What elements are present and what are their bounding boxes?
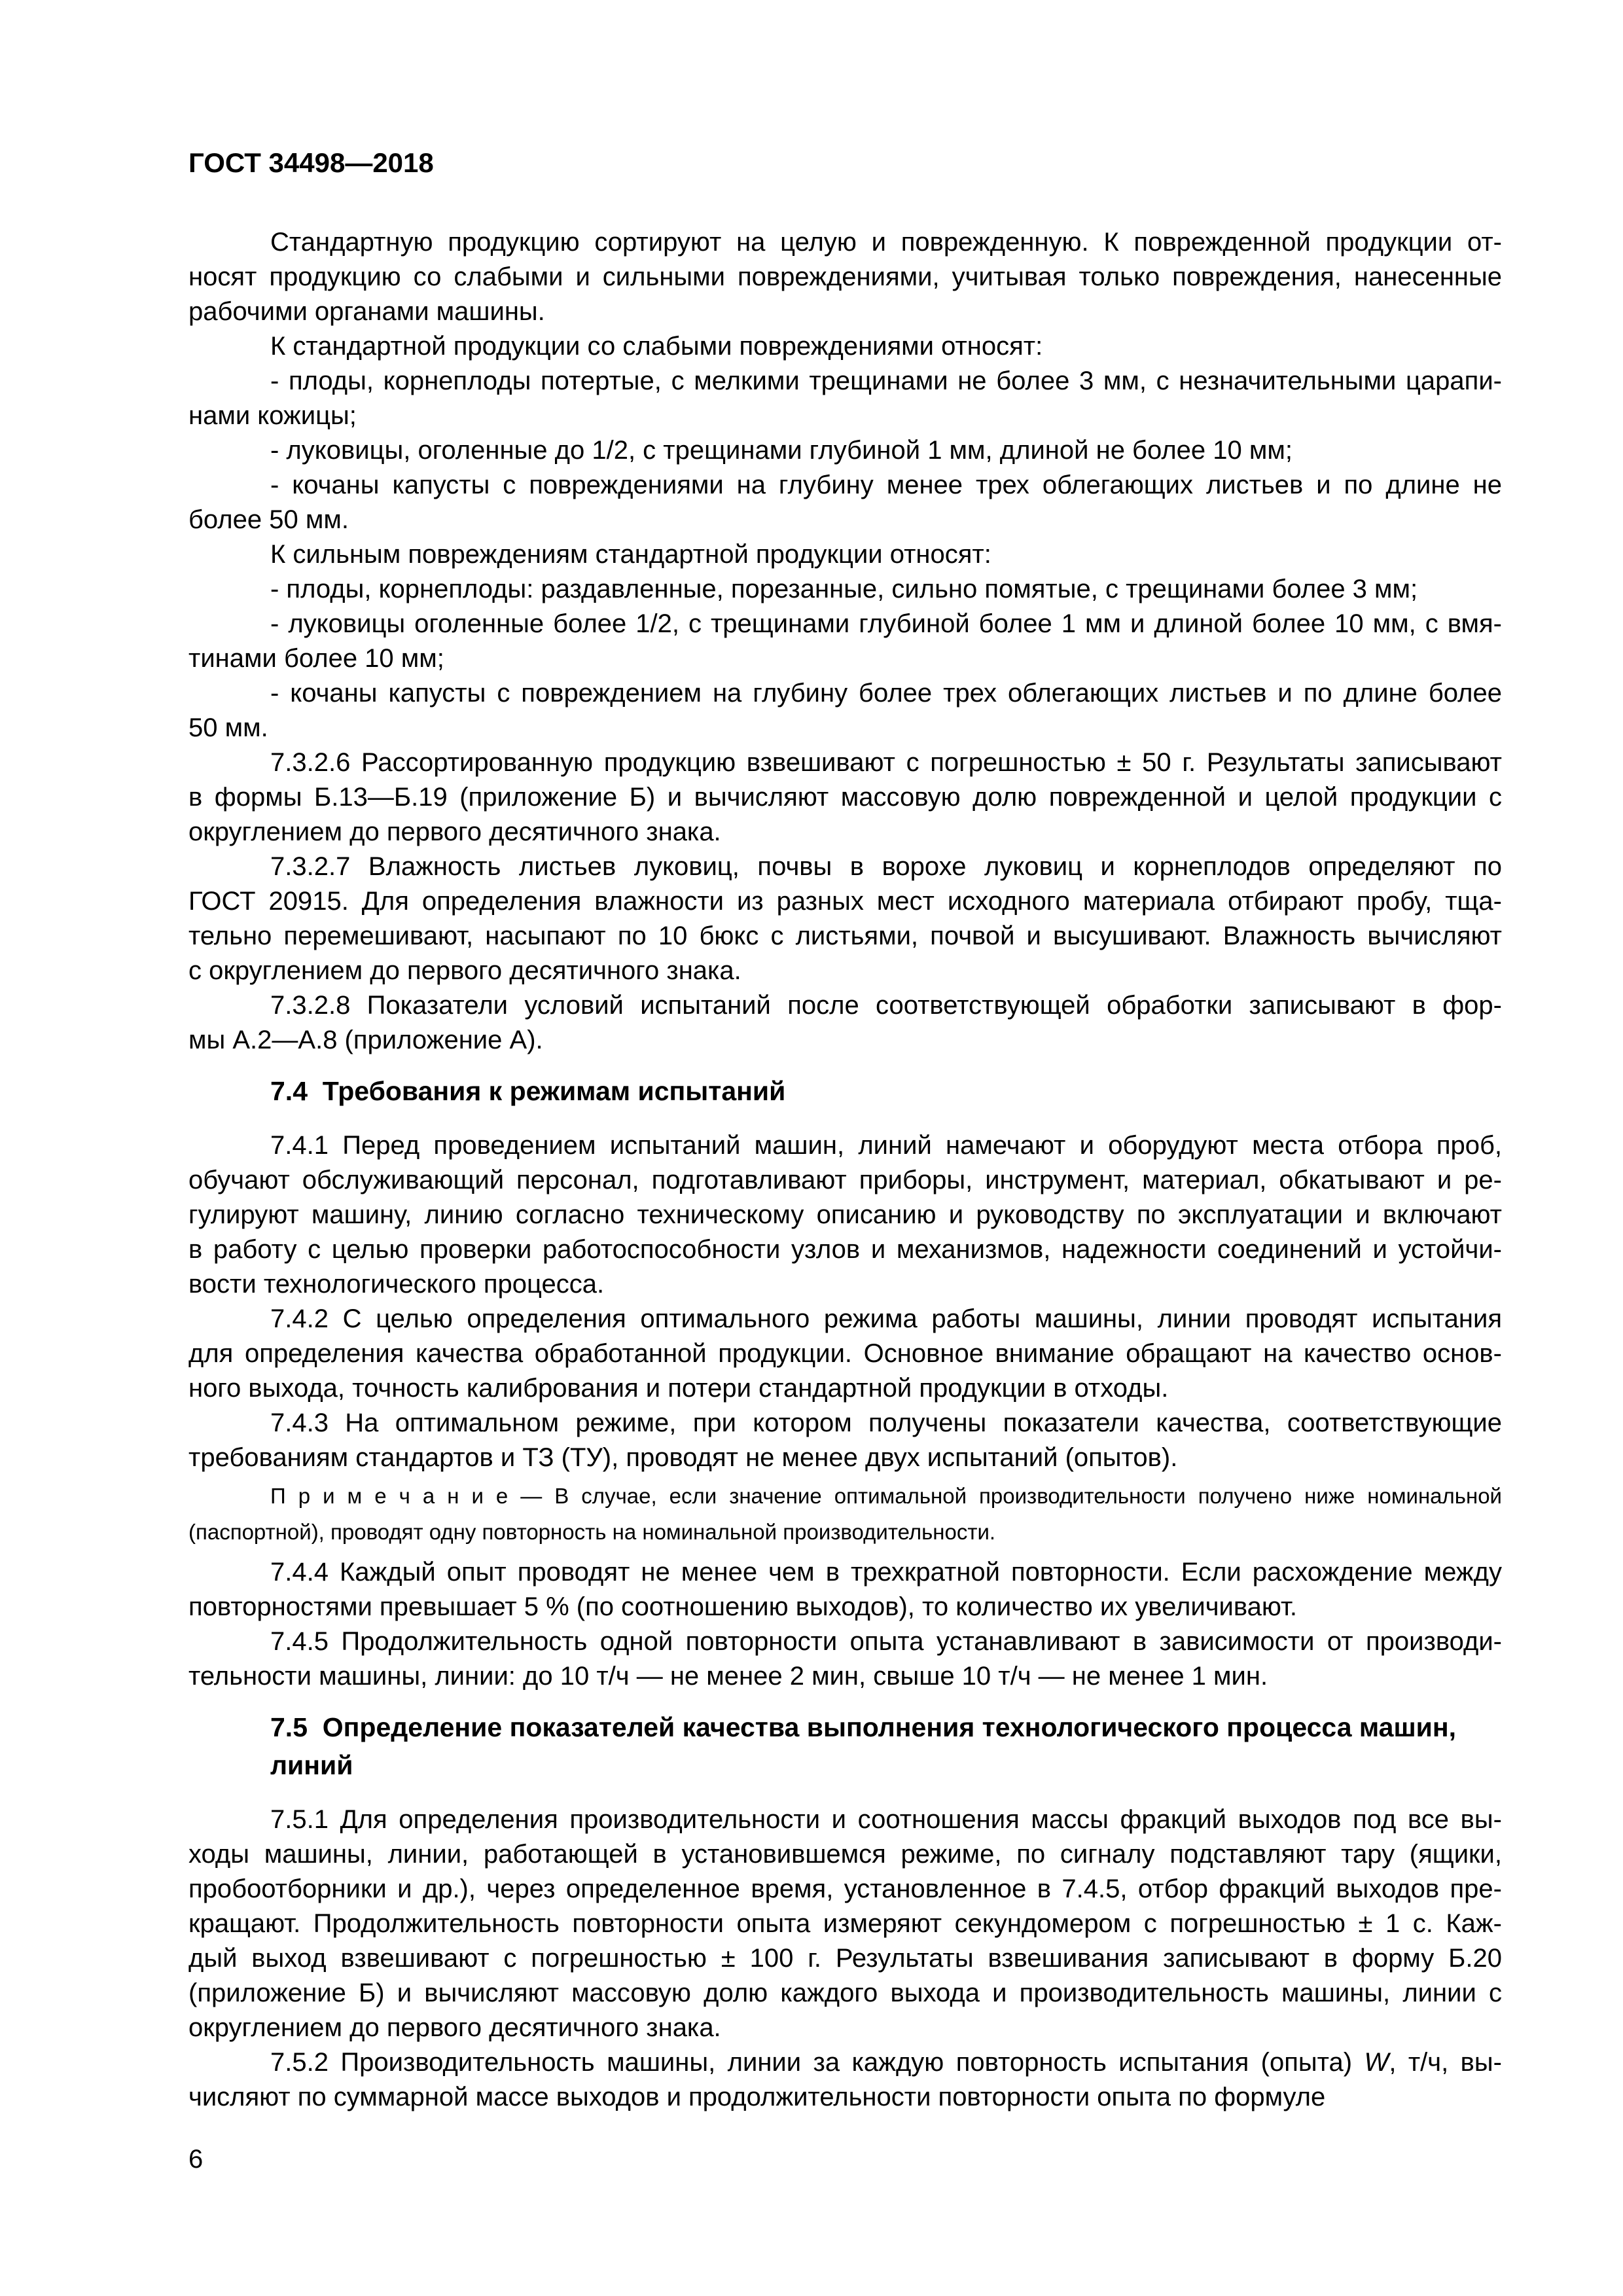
text-line: ного выхода, точность калибрования и потери стандартной продукции в отходы. [188,1374,1169,1403]
text-line: рабочими органами машины. [188,297,545,326]
text-line: ГОСТ 20915. Для определения влажности из разных мест исходного материала отбирают пробу, тща- [188,887,1502,916]
text-line: - плоды, корнеплоды потертые, с мелкими трещинами не более 3 мм, с незначительными царапи- [270,367,1502,395]
text-line: требованиям стандартов и ТЗ (ТУ), проводят не менее двух испытаний (опытов). [188,1443,1178,1472]
text-segment: 7.5.2 Производительность машины, линии за каждую повторность испытания (опыта) [270,2048,1364,2077]
text-line: гулируют машину, линию согласно техническому описанию и руководству по эксплуатации и включают [188,1200,1502,1229]
text-line: 50 мм. [188,713,268,742]
text-line: (приложение Б) и вычисляют массовую долю каждого выхода и производительность машины, линии с [188,1979,1502,2007]
text-line: мы А.2—А.8 (приложение А). [188,1026,543,1054]
text-line: пробоотборники и др.), через определенное время, установленное в 7.4.5, отбор фракций выходов пре- [188,1874,1502,1903]
text-line: 7.4.1 Перед проведением испытаний машин, линий намечают и оборудуют места отбора проб, [270,1131,1502,1160]
text-line: в формы Б.13—Б.19 (приложение Б) и вычисляют массовую долю поврежденной и целой продукции с [188,783,1502,812]
section-heading [270,1708,1502,1784]
paragraph-block [188,1406,1502,1475]
text-line: - луковицы, оголенные до 1/2, с трещинами глубиной 1 мм, длиной не более 10 мм; [270,436,1293,465]
section-heading [270,1072,1502,1110]
text-line: числяют по суммарной массе выходов и продолжительности повторности опыта по формуле [188,2083,1326,2111]
text-line: ходы машины, линии, работающей в установившемся режиме, по сигналу подставляют тару (ящики, [188,1840,1502,1869]
paragraph-block [188,988,1502,1058]
text-line: К сильным повреждениям стандартной продукции относят: [270,540,991,569]
paragraph-block [188,745,1502,850]
text-segment: , т/ч, вы- [1389,2048,1503,2077]
text-line: тельности машины, линии: до 10 т/ч — не менее 2 мин, свыше 10 т/ч — не менее 1 мин. [188,1662,1268,1691]
text-line: - луковицы оголенные более 1/2, с трещинами глубиной более 1 мм и длиной более 10 мм, с вмя- [270,609,1502,638]
text-line: - кочаны капусты с повреждением на глубину более трех облегающих листьев и по длине более [270,679,1502,708]
text-line: (паспортной), проводят одну повторность на номинальной производительности. [188,1520,996,1544]
paragraph-block [188,1624,1502,1694]
paragraph-block [188,2045,1502,2115]
paragraph-block [188,468,1502,537]
document-standard-number: ГОСТ 34498—2018 [188,147,434,178]
paragraph-block [188,537,1502,572]
paragraph-block [188,607,1502,676]
text-line: 7.4.5 Продолжительность одной повторности опыта устанавливают в зависимости от производи- [270,1627,1502,1656]
paragraph-block [188,1302,1502,1406]
text-line: с округлением до первого десятичного знака. [188,956,741,985]
text-line: в работу с целью проверки работоспособности узлов и механизмов, надежности соединений и устойчи- [188,1235,1502,1264]
text-line: 7.5 Определение показателей качества выполнения технологического процесса машин, [270,1712,1457,1742]
text-line: тинами более 10 мм; [188,644,444,673]
text-line: носят продукцию со слабыми и сильными повреждениями, учитывая только повреждения, нанесенные [188,262,1502,291]
text-line: - плоды, корнеплоды: раздавленные, порезанные, сильно помятые, с трещинами более 3 мм; [270,575,1418,603]
paragraph-block [188,364,1502,433]
paragraph-block [188,850,1502,988]
text-line: 7.5.1 Для определения производительности и соотношения массы фракций выходов под все вы- [270,1805,1502,1834]
paragraph-block [188,1555,1502,1624]
text-line: округлением до первого десятичного знака. [188,2013,721,2042]
text-line: вости технологического процесса. [188,1270,605,1299]
paragraph-block [188,1128,1502,1302]
paragraph-block [188,329,1502,364]
text-line: дый выход взвешивают с погрешностью ± 100 г. Результаты взвешивания записывают в форму Б.20 [188,1944,1502,1973]
paragraph-block [188,676,1502,745]
text-line: 7.4.2 С целью определения оптимального режима работы машины, линии проводят испытания [270,1304,1502,1333]
document-body [188,225,1502,2177]
text-line: тельно перемешивают, насыпают по 10 бюкс с листьями, почвой и высушивают. Влажность вычисляют [188,922,1502,950]
paragraph-block [188,1803,1502,2045]
text-line [188,2045,1502,2080]
text-line: нами кожицы; [188,401,357,430]
text-line: 7.4.3 На оптимальном режиме, при котором получены показатели качества, соответствующие [270,1408,1502,1437]
text-line: более 50 мм. [188,505,349,534]
text-line: повторностями превышает 5 % (по соотношению выходов), то количество их увеличивают. [188,1592,1298,1621]
formula-symbol: W [1364,2048,1389,2077]
page-number: 6 [188,2145,204,2174]
text-line: для определения качества обработанной продукции. Основное внимание обращают на качество основ- [188,1339,1502,1368]
text-line: 7.3.2.8 Показатели условий испытаний после соответствующей обработки записывают в фор- [270,991,1502,1020]
paragraph-block [188,225,1502,329]
text-line: 7.3.2.6 Рассортированную продукцию взвешивают с погрешностью ± 50 г. Результаты записывают [270,748,1502,777]
paragraph-block [188,433,1502,468]
text-line: линий [270,1750,353,1780]
text-line: обучают обслуживающий персонал, подготавливают приборы, инструмент, материал, обкатывают и ре- [188,1166,1502,1194]
text-line: 7.3.2.7 Влажность листьев луковиц, почвы в ворохе луковиц и корнеплодов определяют по [270,852,1502,881]
note-block [188,1478,1502,1550]
text-line: округлением до первого десятичного знака. [188,817,721,846]
text-line: 7.4 Требования к режимам испытаний [270,1076,786,1106]
text-line: К стандартной продукции со слабыми повреждениями относят: [270,332,1043,361]
text-line: - кочаны капусты с повреждениями на глубину менее трех облегающих листьев и по длине не [270,471,1502,499]
text-line: Стандартную продукцию сортируют на целую и поврежденную. К поврежденной продукции от- [270,228,1502,257]
text-line: П р и м е ч а н и е — В случае, если значение оптимальной производительности получено ниже номинальной [270,1484,1502,1508]
text-line: кращают. Продолжительность повторности опыта измеряют секундомером с погрешностью ± 1 с. Каж- [188,1909,1502,1938]
paragraph-block [188,572,1502,607]
text-line: 7.4.4 Каждый опыт проводят не менее чем в трехкратной повторности. Если расхождение между [270,1558,1502,1587]
